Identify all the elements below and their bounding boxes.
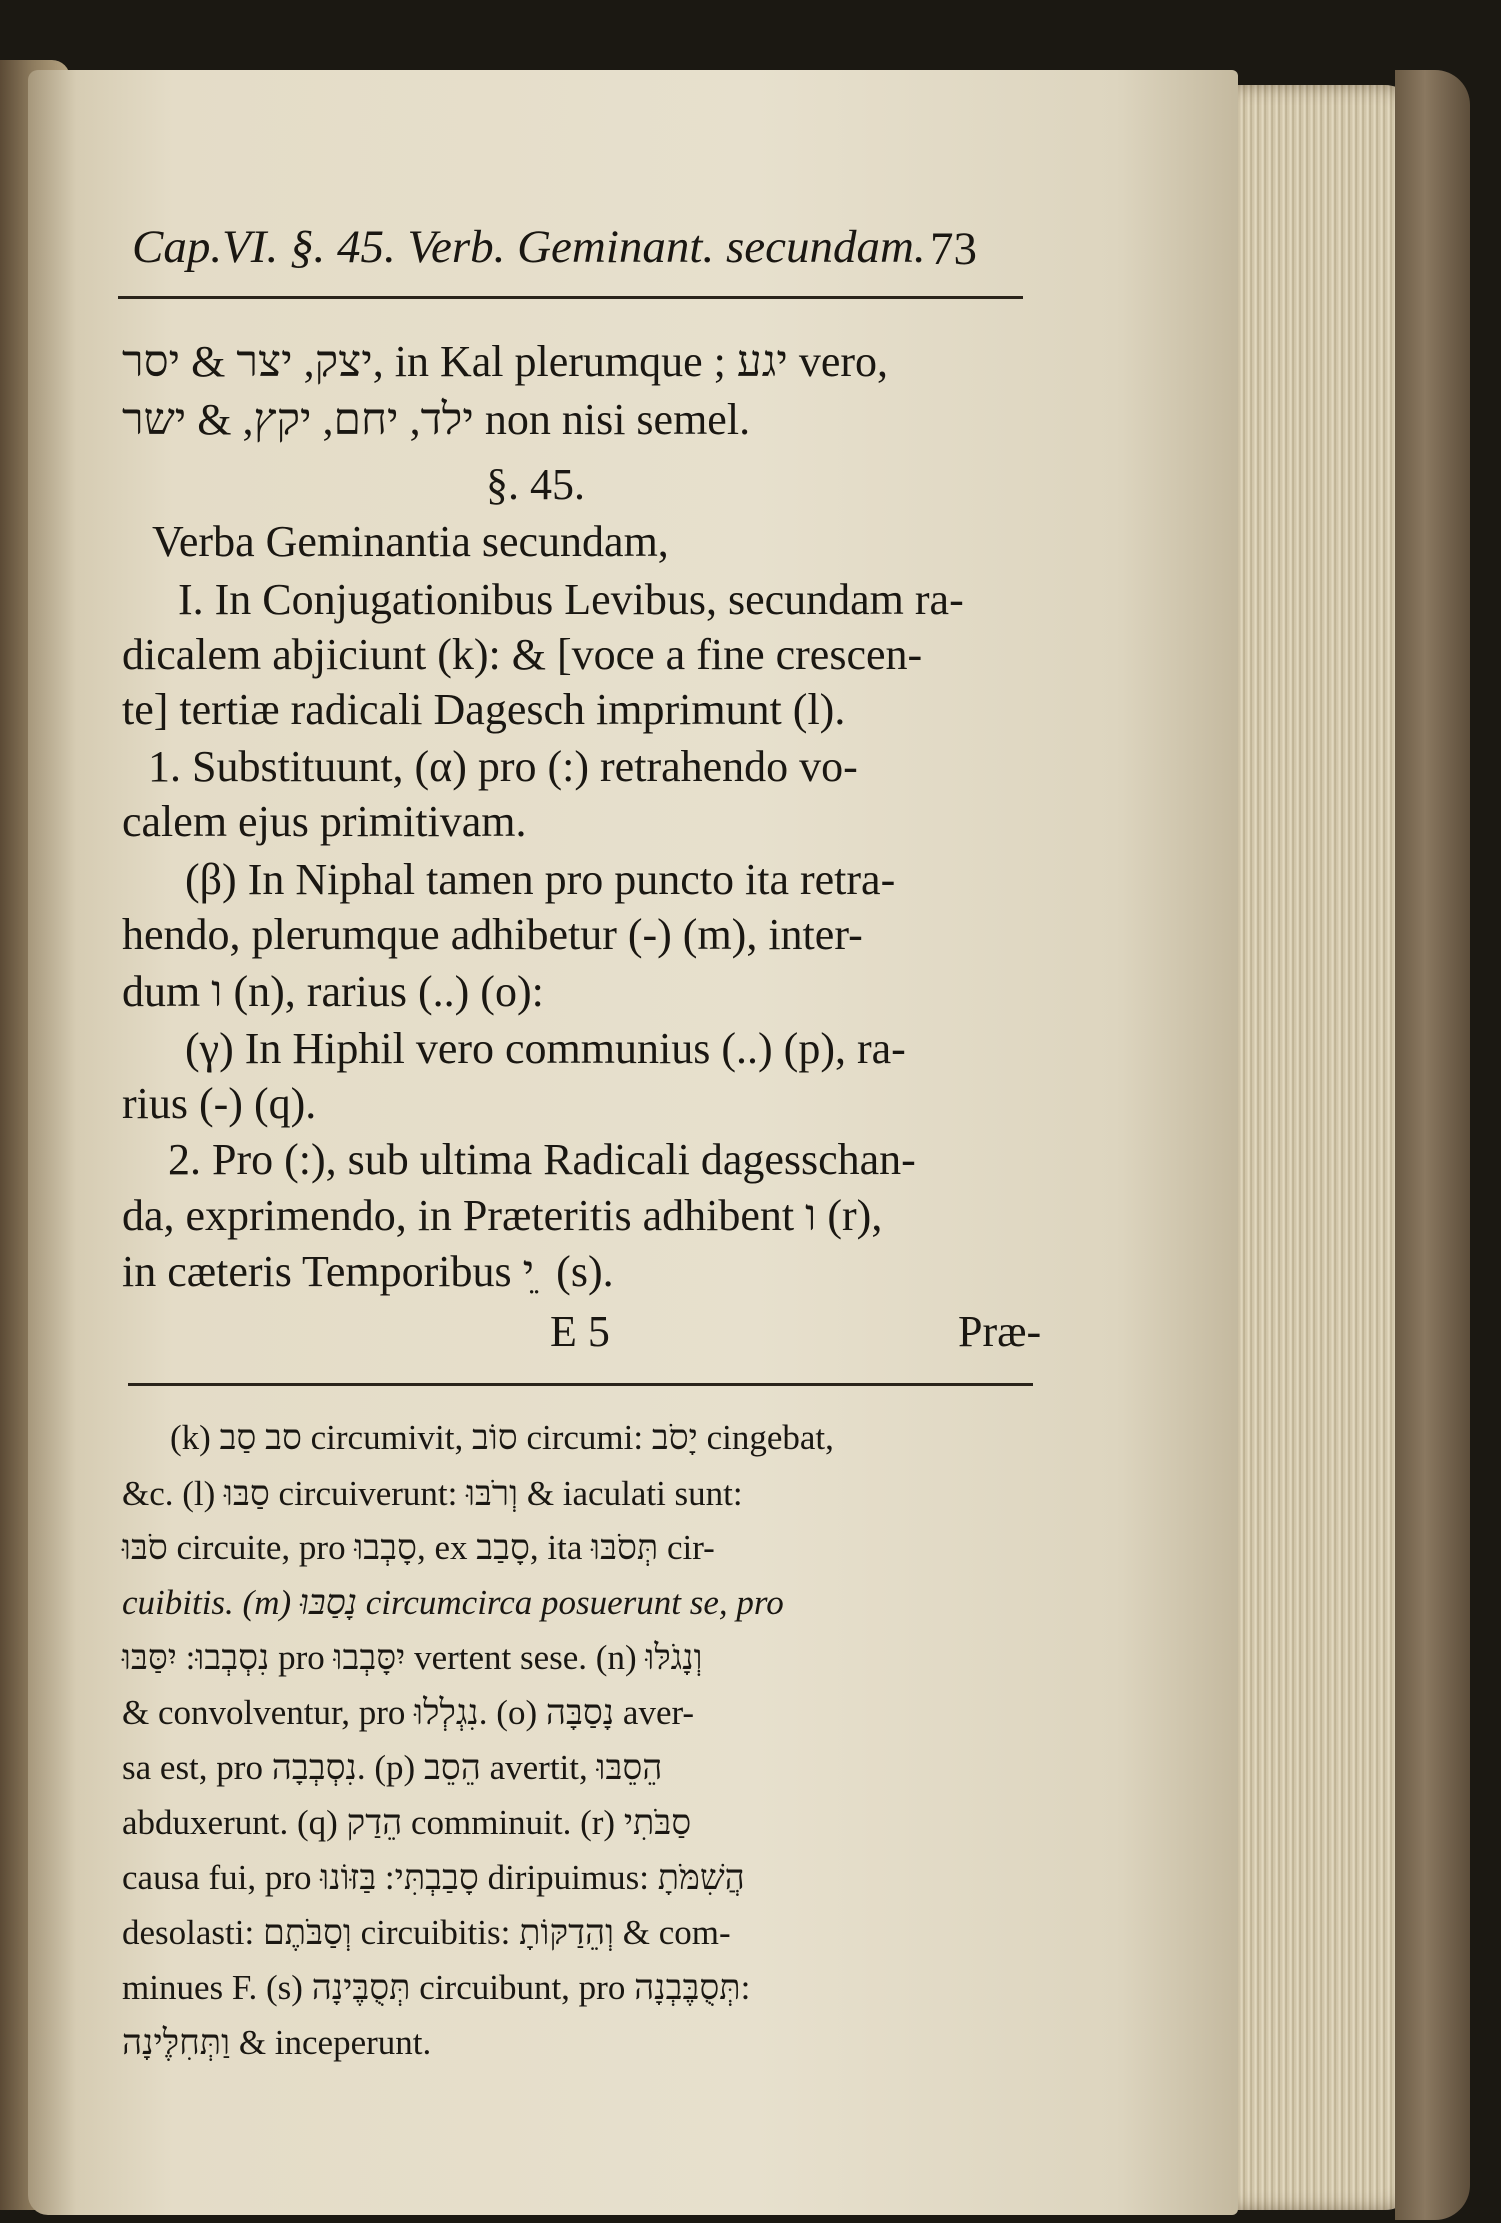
footnote-line-9: causa fui, pro סָבַבְתִּי: בַּזּוֹנוּ diripuimus: הֲשִׁמֹּתָ — [122, 1858, 745, 1897]
body-line-5: I. In Conjugationibus Levibus, secundam ra- — [178, 575, 964, 624]
page-stack-edges — [1225, 85, 1415, 2210]
book-cover-edge — [1395, 70, 1470, 2220]
catchword: Præ- — [958, 1307, 1042, 1356]
footnote-line-2: &c. (l) סַבּוּ circuiverunt: וְרֹבּוּ & iaculati sunt: — [122, 1474, 743, 1513]
body-line-15: 2. Pro (:), sub ultima Radicali dagesschan- — [168, 1135, 916, 1184]
footnote-line-4: cuibitis. (m) נָסַבּוּ circumcirca posuerunt se, pro — [122, 1583, 784, 1622]
footnote-line-7: sa est, pro נִסְבְבָה. (p) הֵסֵב avertit, הֵסֵבּוּ — [122, 1748, 663, 1787]
body-line-7: te] tertiæ radicali Dagesch imprimunt (l). — [122, 685, 846, 734]
section-title: Verba Geminantia secundam, — [152, 517, 669, 566]
body-line-12: dum ו (n), rarius (..) (o): — [122, 967, 544, 1016]
footnote-line-6: & convolventur, pro נִגְלְלוּ. (o) נָסַבָּה aver- — [122, 1693, 695, 1732]
body-line-16: da, exprimendo, in Præteritis adhibent ו (r), — [122, 1191, 883, 1240]
footnote-line-12: וַתְּחִלֶּינָה & inceperunt. — [122, 2023, 432, 2062]
page-number: 73 — [930, 223, 977, 275]
body-line-8: 1. Substituunt, (α) pro (:) retrahendo vo- — [148, 742, 858, 791]
body-line-11: hendo, plerumque adhibetur (-) (m), inter- — [122, 910, 863, 959]
signature-mark: E 5 — [550, 1307, 610, 1356]
running-title: Cap.VI. §. 45. Verb. Geminant. secundam. — [132, 221, 926, 273]
body-line-14: rius (-) (q). — [122, 1079, 317, 1128]
body-line-6: dicalem abjiciunt (k): & [voce a fine crescen- — [122, 630, 923, 679]
body-line-2: ילד, יחם, יקץ, & ישר non nisi semel. — [122, 395, 751, 444]
body-line-13: (γ) In Hiphil vero communius (..) (p), ra- — [185, 1024, 906, 1073]
footnote-line-8: abduxerunt. (q) הֵדַק comminuit. (r) סַבֹּתִי — [122, 1803, 692, 1842]
footnote-line-5: נִסְבְבוּ: יִסַּבּוּ pro יִסָּבְבוּ vertent sese. (n) וְנָגֹלּוּ — [122, 1638, 703, 1677]
body-line-1: יצק, יצר & יסר, in Kal plerumque ; יגע vero, — [122, 337, 889, 386]
footnote-line-1: (k) סב סַב circumivit, סוֹב circumi: יָסֹב cingebat, — [170, 1418, 834, 1457]
header-rule — [118, 296, 1023, 299]
body-line-17: in cæteris Temporibus י ֵ (s). — [122, 1247, 614, 1296]
footnote-line-3: סֹבּוּ circuite, pro סָבְבוּ, ex סָבַב, ita תְּסֹבּוּ cir- — [122, 1528, 715, 1567]
body-line-10: (β) In Niphal tamen pro puncto ita retra- — [185, 855, 896, 904]
body-line-9: calem ejus primitivam. — [122, 797, 527, 846]
footnote-line-11: minues F. (s) תְּסֻבֶּינָה circuibunt, pro תְּסֻבֶּבְנָה: — [122, 1968, 751, 2007]
footnote-rule — [128, 1383, 1033, 1386]
footnote-line-10: desolasti: וְסַבֹּתֶם circuibitis: וְהֵדַקּוֹתָ & com- — [122, 1913, 731, 1952]
section-number: §. 45. — [486, 460, 585, 509]
